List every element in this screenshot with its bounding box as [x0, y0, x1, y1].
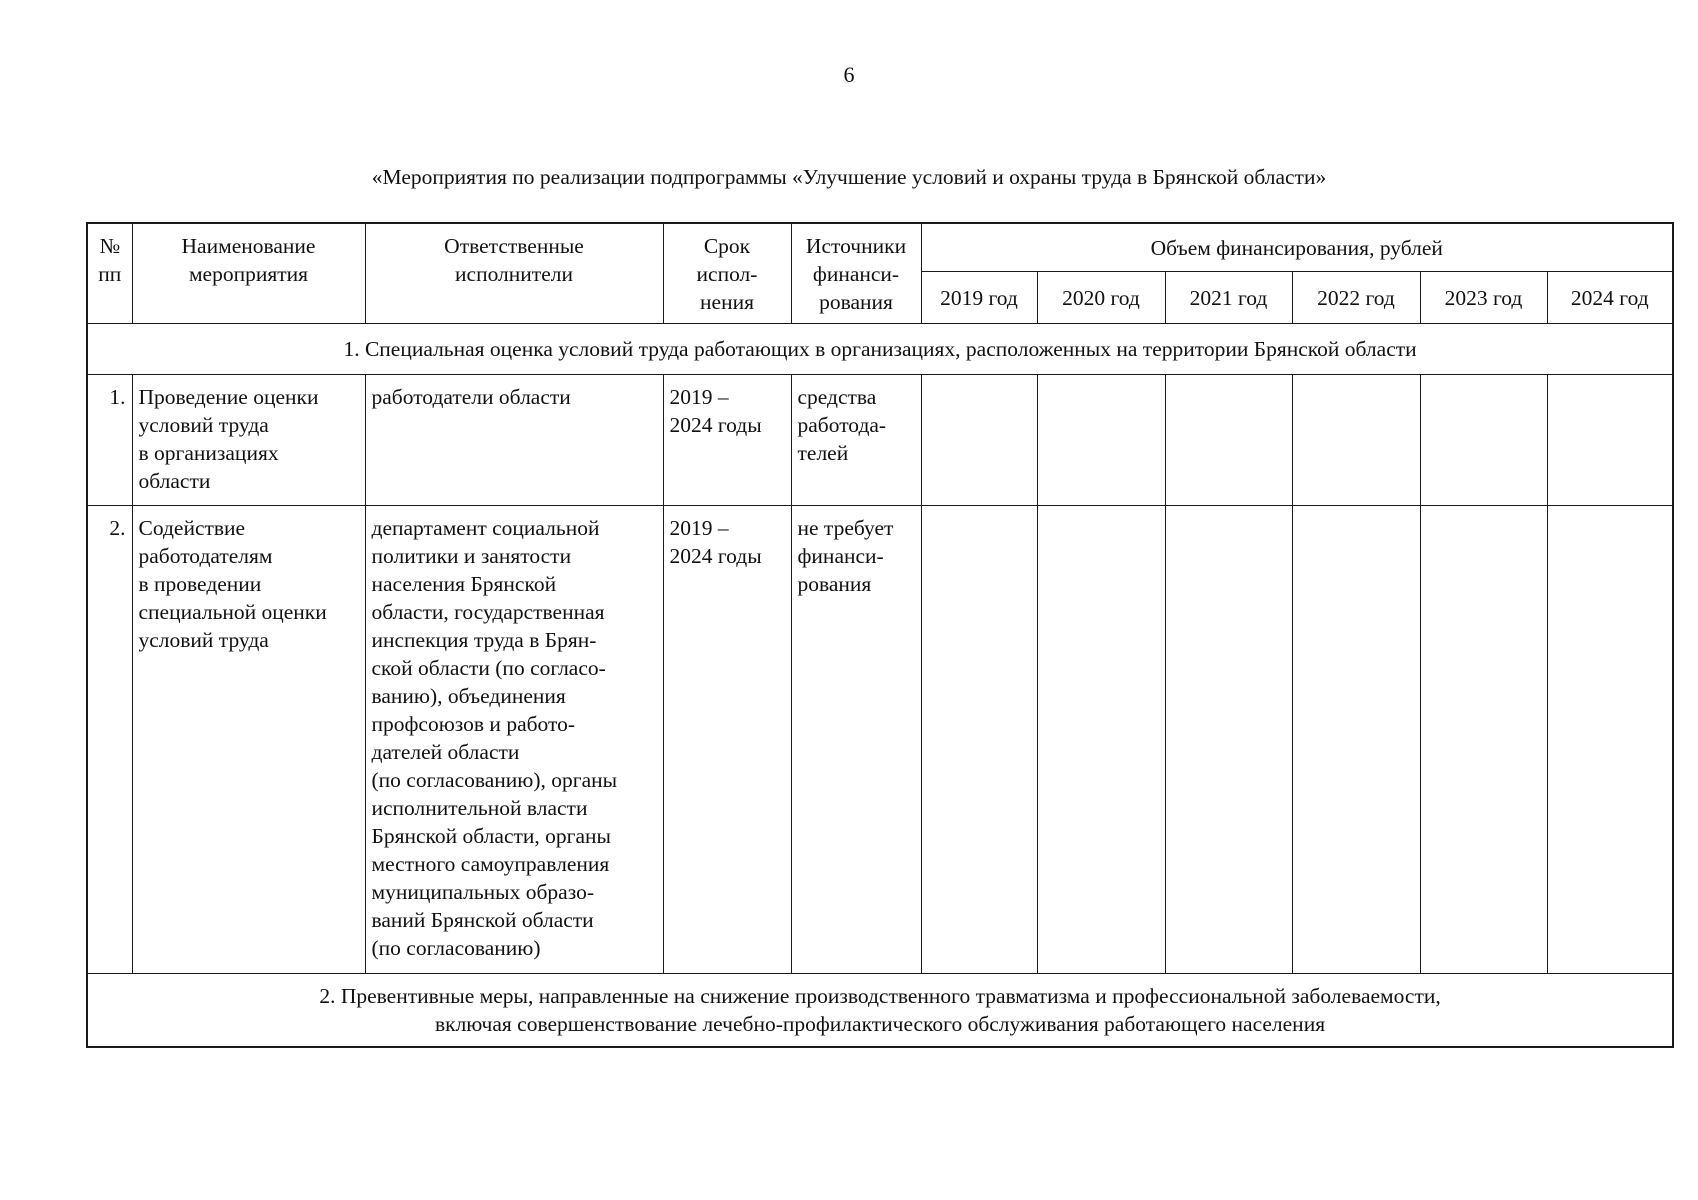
header-row [87, 223, 1673, 272]
header-responsible: Ответственные исполнители [365, 223, 663, 324]
header-year-2022: 2022 год [1292, 272, 1420, 324]
page-number: 6 [843, 62, 855, 87]
row-sources: средства работода- телей [791, 375, 921, 506]
header-year-2019: 2019 год [921, 272, 1037, 324]
header-year-2024: 2024 год [1547, 272, 1673, 324]
section-1-row [87, 324, 1673, 375]
section-2-row [87, 974, 1673, 1048]
row-name: Проведение оценки условий труда в организациях области [132, 375, 365, 506]
row-responsible: департамент социальной политики и занятости населения Брянской области, государственная инспекция труда в Брян- ской области (по согласо- ванию), объединения профсоюзов и работо- дателей области (по согласованию), органы исполнительной власти Брянской области, органы местного самоуправления муниципальных образо- ваний Брянской области (по согласованию) [365, 506, 663, 974]
row-fin-2024 [1547, 506, 1673, 974]
header-term: Срок испол- нения [663, 223, 791, 324]
row-fin-2024 [1547, 375, 1673, 506]
row-fin-2023 [1420, 375, 1547, 506]
table-row [87, 506, 1673, 974]
table-row [87, 375, 1673, 506]
row-fin-2023 [1420, 506, 1547, 974]
header-sources: Источники финанси- рования [791, 223, 921, 324]
row-term: 2019 – 2024 годы [663, 375, 791, 506]
header-name: Наименование мероприятия [132, 223, 365, 324]
section-1-title: 1. Специальная оценка условий труда работающих в организациях, расположенных на территории Брянской области [87, 324, 1673, 375]
row-fin-2022 [1292, 375, 1420, 506]
row-responsible: работодатели области [365, 375, 663, 506]
row-fin-2020 [1037, 375, 1165, 506]
row-fin-2020 [1037, 506, 1165, 974]
header-year-2020: 2020 год [1037, 272, 1165, 324]
document-title: «Мероприятия по реализации подпрограммы «Улучшение условий и охраны труда в Брянской области» [371, 165, 1327, 189]
header-financing: Объем финансирования, рублей [921, 223, 1673, 272]
row-fin-2019 [921, 375, 1037, 506]
row-sources: не требует финанси- рования [791, 506, 921, 974]
row-num: 2. [87, 506, 132, 974]
row-fin-2021 [1165, 506, 1292, 974]
header-num: № пп [87, 223, 132, 324]
row-num: 1. [87, 375, 132, 506]
header-year-2023: 2023 год [1420, 272, 1547, 324]
activities-table [86, 222, 1674, 1048]
row-term: 2019 – 2024 годы [663, 506, 791, 974]
row-fin-2022 [1292, 506, 1420, 974]
header-year-2021: 2021 год [1165, 272, 1292, 324]
row-fin-2021 [1165, 375, 1292, 506]
row-fin-2019 [921, 506, 1037, 974]
row-name: Содействие работодателям в проведении специальной оценки условий труда [132, 506, 365, 974]
section-2-title: 2. Превентивные меры, направленные на снижение производственного травматизма и профессиональной заболеваемости, включая совершенствование лечебно-профилактического обслуживания работающего населения [87, 974, 1673, 1048]
